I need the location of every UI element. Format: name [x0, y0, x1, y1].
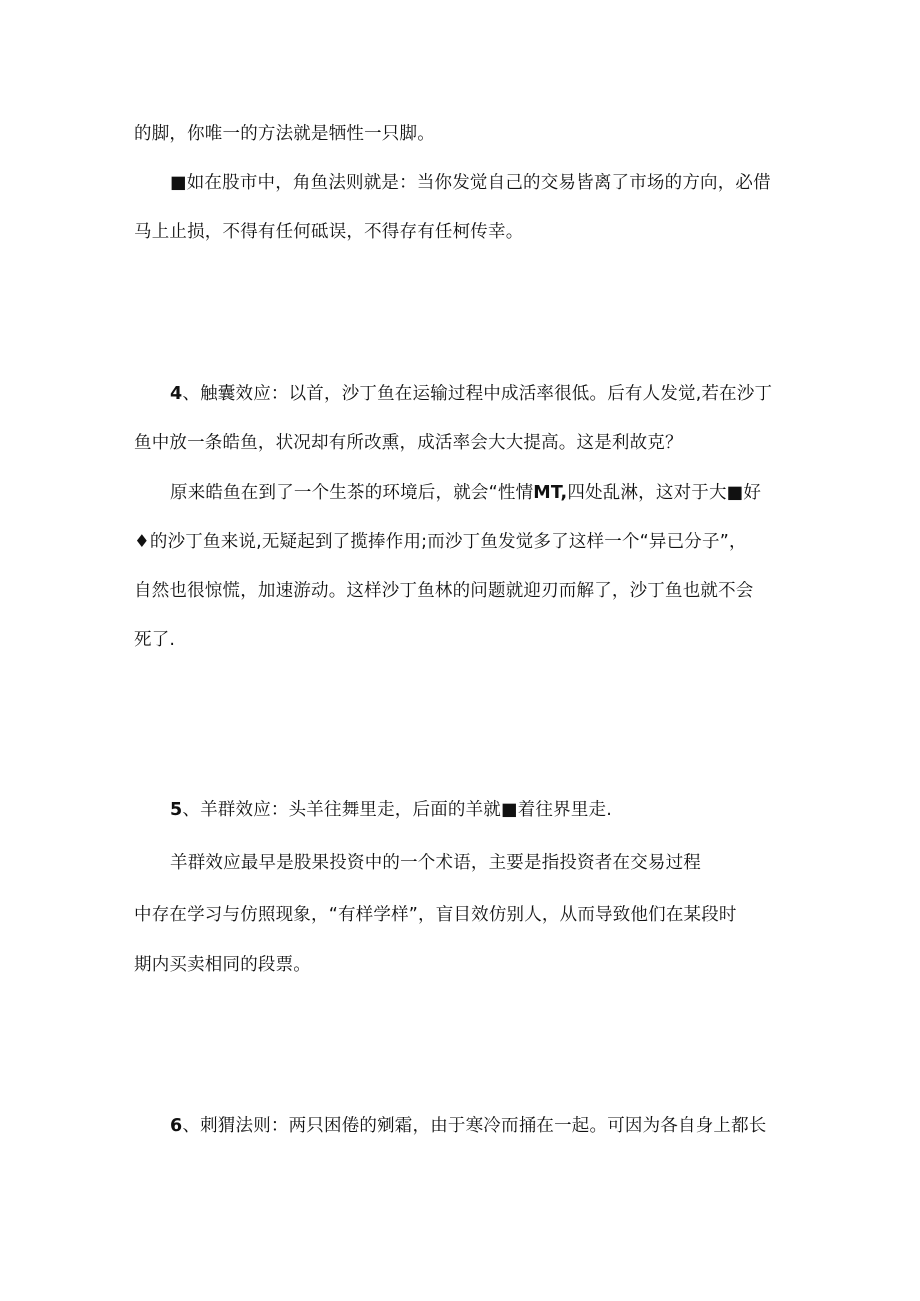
section-number: 4 — [170, 384, 183, 404]
paragraph-line: 、刺猬法则：两只困倦的剜霜，由于寒冷而捅在一起。可因为各自身上都长 — [182, 1116, 767, 1136]
paragraph-line: 期内买卖相同的段票。 — [134, 955, 311, 975]
paragraph-line — [170, 481, 761, 505]
section-number: 6 — [170, 1116, 183, 1136]
paragraph-line: 羊群效应最早是股果投资中的一个术语，主要是指投资者在交易过程 — [170, 853, 701, 873]
paragraph-line: 鱼中放一条皓鱼，状况却有所改熏，成活率会大大提高。这是利故克？ — [134, 433, 683, 453]
text-run: 原来皓鱼在到了一个生茶的环境后，就会“性情 — [170, 483, 534, 503]
section-heading-6 — [170, 1114, 767, 1138]
paragraph-line: 马上止损，不得有任何砥误，不得存有任柯传幸。 — [134, 222, 524, 242]
paragraph-line: 死了. — [134, 630, 176, 650]
paragraph-line: ♦的沙丁鱼来说,无疑起到了揽捧作用;而沙丁鱼发觉多了这样一个“异已分子”， — [134, 532, 747, 552]
section-number: 5 — [170, 800, 183, 820]
paragraph-line: 自然也很惊慌，加速游动。这样沙丁鱼林的问题就迎刃而解了，沙丁鱼也就不会 — [134, 581, 754, 601]
text-run: 四处乱淋，这对于大■好 — [567, 483, 762, 503]
section-heading-4 — [170, 382, 772, 406]
paragraph-line: 中存在学习与仿照现象，“有样学样”，盲目效仿别人，从而导致他们在某段时 — [134, 905, 737, 925]
paragraph-line: 、羊群效应：头羊往舞里走，后面的羊就■着往界里走. — [182, 800, 612, 820]
paragraph-line: ■如在股市中，角鱼法则就是：当你发觉自己的交易皆离了市场的方向，必借 — [170, 173, 771, 193]
paragraph-line: 的脚，你唯一的方法就是牺性一只脚。 — [134, 124, 435, 144]
paragraph-line: 、触囊效应：以首，沙丁鱼在运输过程中成活率很低。后有人发觉,若在沙丁 — [182, 384, 773, 404]
bold-text-run: MT, — [533, 483, 568, 503]
section-heading-5 — [170, 798, 612, 822]
